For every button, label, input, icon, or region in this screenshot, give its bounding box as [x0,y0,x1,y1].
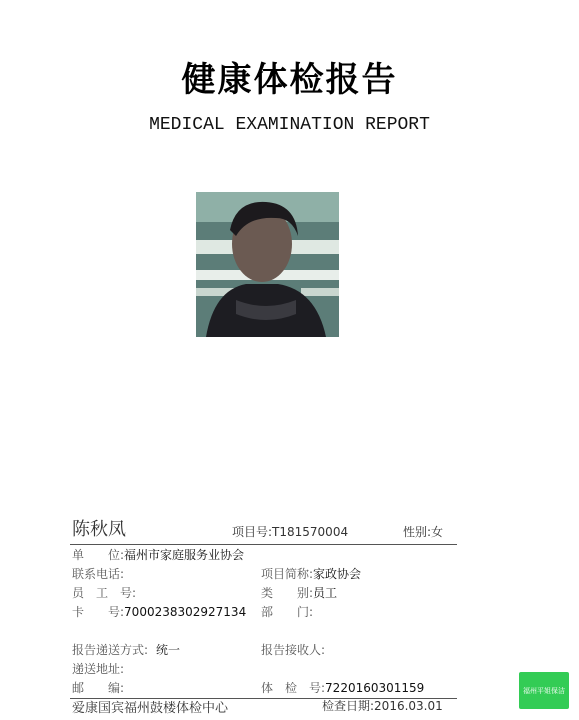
postcode-label: 邮 编: [72,681,125,695]
card-no-label: 卡 号: [72,605,125,619]
employee-no-field [72,584,136,601]
exam-no-value: 7220160301159 [325,681,425,695]
exam-date-value: 2016.03.01 [374,699,443,713]
employee-no-label: 员 工 号: [72,586,137,600]
patient-name: 陈秋凤 [72,519,126,540]
patient-photo [196,192,339,337]
exam-center-name: 爱康国宾福州鼓楼体检中心 [72,701,229,716]
project-short-label: 项目简称: [261,567,314,581]
receiver-field [261,641,325,658]
watermark-badge: 福州平姐保洁 [519,672,569,709]
report-title-cn: 健康体检报告 [181,60,398,100]
gender-label: 性别: [403,525,432,539]
card-no-field [72,603,246,620]
delivery-method-label: 报告递送方式: [72,643,149,657]
gender [403,523,443,540]
delivery-method-value: 统一 [156,643,181,657]
category-label: 类 别: [261,586,314,600]
report-title-en: MEDICAL EXAMINATION REPORT [149,115,430,135]
department-field [261,603,313,620]
address-label: 递送地址: [72,662,125,676]
exam-date [322,697,443,714]
phone-label: 联系电话: [72,567,125,581]
department-label: 部 门: [261,605,314,619]
phone-field [72,565,124,582]
header-divider [70,544,457,545]
exam-no-label: 体 检 号: [261,681,326,695]
unit-value: 福州市家庭服务业协会 [124,548,245,562]
address-field [72,660,124,677]
unit-field [72,546,244,563]
project-number [232,523,348,540]
gender-value: 女 [431,525,444,539]
project-short-value: 家政协会 [313,567,362,581]
card-no-value: 7000238302927134 [124,605,247,619]
receiver-label: 报告接收人: [261,643,326,657]
project-number-value: T181570004 [272,525,349,539]
project-short-field [261,565,361,582]
project-number-label: 项目号: [232,525,273,539]
exam-no-field [261,679,424,696]
category-value: 员工 [313,586,338,600]
exam-date-label: 检查日期: [322,699,375,713]
postcode-field [72,679,124,696]
unit-label: 单 位: [72,548,125,562]
category-field [261,584,337,601]
delivery-method-field [72,641,180,658]
